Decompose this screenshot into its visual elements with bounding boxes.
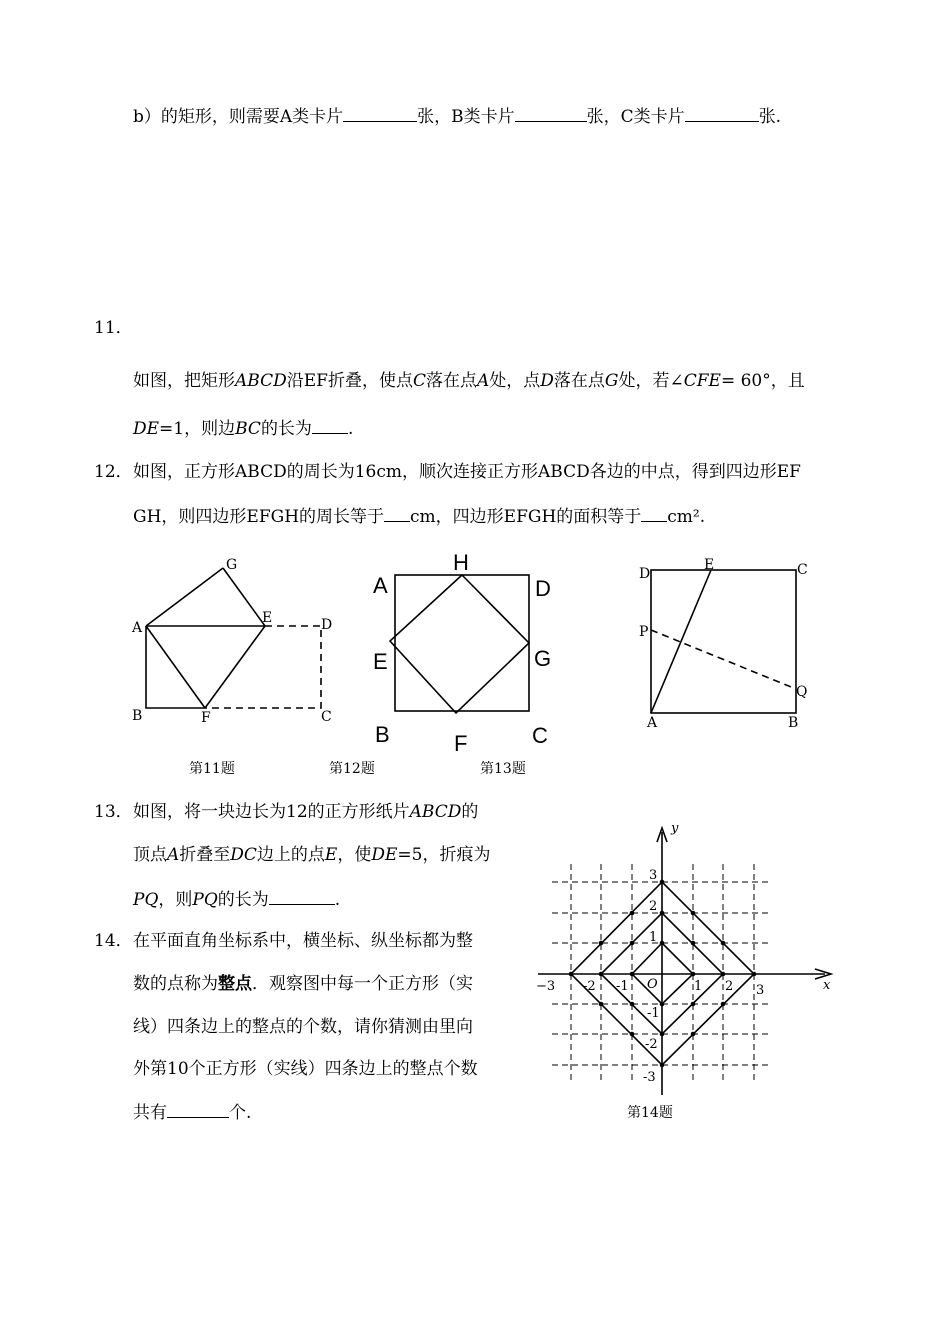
fig14-ytick-neg2: -2 — [645, 1037, 658, 1052]
fig14-xtick-neg1: -1 — [616, 979, 629, 994]
q10-blank-b[interactable] — [515, 103, 587, 122]
fig13-label-b: B — [788, 715, 799, 731]
q14-number: 14． — [94, 931, 133, 951]
fig11-caption: 第11题 — [189, 761, 235, 777]
q13-line-1: 如图，将一块边长为12的正方形纸片ABCD的 — [133, 802, 479, 822]
fig14-caption: 第14题 — [627, 1105, 673, 1121]
q11-line-1: 如图，把矩形ABCD沿EF折叠，使点C落在点A处，点D落在点G处，若∠CFE= 60°，且 — [133, 371, 805, 391]
fig11-label-f: F — [201, 710, 211, 726]
fig12-label-d: D — [535, 576, 551, 601]
fig12-label-b: B — [375, 722, 390, 747]
fig14-ytick-neg3: -3 — [643, 1070, 656, 1085]
fig11-label-a: A — [132, 620, 143, 636]
fig14-y-label: y — [671, 821, 679, 836]
figure-14 — [530, 812, 850, 1102]
q14-line-2: 数的点称为整点．观察图中每一个正方形（实 — [133, 974, 473, 994]
figure-11 — [125, 550, 345, 730]
fig14-xtick-2: 2 — [725, 979, 734, 994]
fig14-origin-label: O — [647, 977, 658, 992]
fig13-caption: 第13题 — [480, 761, 526, 777]
fig13-label-q: Q — [796, 684, 808, 700]
fig14-xtick-neg3: −3 — [536, 979, 556, 994]
q12-perimeter-blank[interactable] — [384, 503, 410, 522]
fig12-label-f: F — [454, 731, 468, 755]
q10-text-1: b）的矩形，则需要A类卡片 — [133, 107, 344, 127]
fig14-x-label: x — [823, 978, 831, 993]
q13-line-2: 顶点A折叠至DC边上的点E，使DE=5，折痕为 — [133, 845, 491, 865]
q14-line-3: 线）四条边上的整点的个数，请你猜测由里向 — [133, 1017, 473, 1037]
q10-text-3: 张，C类卡片 — [586, 107, 685, 127]
q10-text-2: 张，B类卡片 — [417, 107, 515, 127]
fig14-ytick-3: 3 — [649, 868, 658, 883]
fig12-label-e: E — [373, 649, 388, 674]
fig11-label-b: B — [132, 708, 143, 724]
q12-line-1: 如图，正方形ABCD的周长为16cm，顺次连接正方形ABCD各边的中点，得到四边形EF — [133, 462, 801, 482]
fig13-label-a: A — [647, 715, 658, 731]
fig14-ytick-neg1: -1 — [647, 1006, 660, 1021]
q10-tail-line — [133, 103, 781, 129]
fig11-label-e: E — [262, 610, 273, 626]
fig12-label-a: A — [373, 573, 388, 598]
q14-line-4: 外第10个正方形（实线）四条边上的整点个数 — [133, 1059, 478, 1079]
q13-line-3: PQ，则PQ的长为 . — [133, 886, 340, 912]
q12-number: 12． — [94, 462, 133, 482]
fig12-caption: 第12题 — [329, 761, 375, 777]
q14-line-1: 在平面直角坐标系中，横坐标、纵坐标都为整 — [133, 931, 473, 951]
q14-line-5: 共有 个. — [133, 1099, 251, 1125]
fig14-xtick-neg2: -2 — [583, 979, 596, 994]
q12-area-blank[interactable] — [641, 503, 667, 522]
fig11-label-d: D — [321, 617, 333, 633]
q13-answer-blank[interactable] — [269, 886, 335, 905]
fig13-label-p: P — [639, 624, 649, 640]
fig14-xtick-3: 3 — [756, 983, 765, 998]
q10-text-4: 张. — [758, 107, 782, 127]
fig14-xtick-1: 1 — [694, 979, 703, 994]
q11-number: 11． — [94, 318, 133, 338]
fig11-label-g: G — [226, 557, 238, 573]
figure-13 — [630, 550, 820, 735]
q12-line-2: GH，则四边形EFGH的周长等于 cm，四边形EFGH的面积等于 cm². — [133, 503, 705, 529]
q11-line-2: DE=1，则边BC的长为 . — [133, 415, 353, 441]
fig13-label-e: E — [704, 557, 715, 573]
q11-answer-blank[interactable] — [312, 415, 348, 434]
fig14-ytick-2: 2 — [649, 899, 658, 914]
q10-blank-a[interactable] — [343, 103, 417, 122]
q14-answer-blank[interactable] — [167, 1099, 229, 1118]
fig14-ytick-1: 1 — [649, 930, 658, 945]
fig11-label-c: C — [321, 709, 332, 725]
fig13-label-c: C — [797, 562, 808, 578]
q10-blank-c[interactable] — [685, 103, 759, 122]
fig12-label-c: C — [532, 723, 548, 748]
figure-12 — [365, 545, 575, 755]
q13-number: 13． — [94, 802, 133, 822]
fig12-label-h: H — [453, 550, 469, 575]
fig12-label-g: G — [534, 646, 552, 671]
fig13-label-d: D — [639, 566, 651, 582]
